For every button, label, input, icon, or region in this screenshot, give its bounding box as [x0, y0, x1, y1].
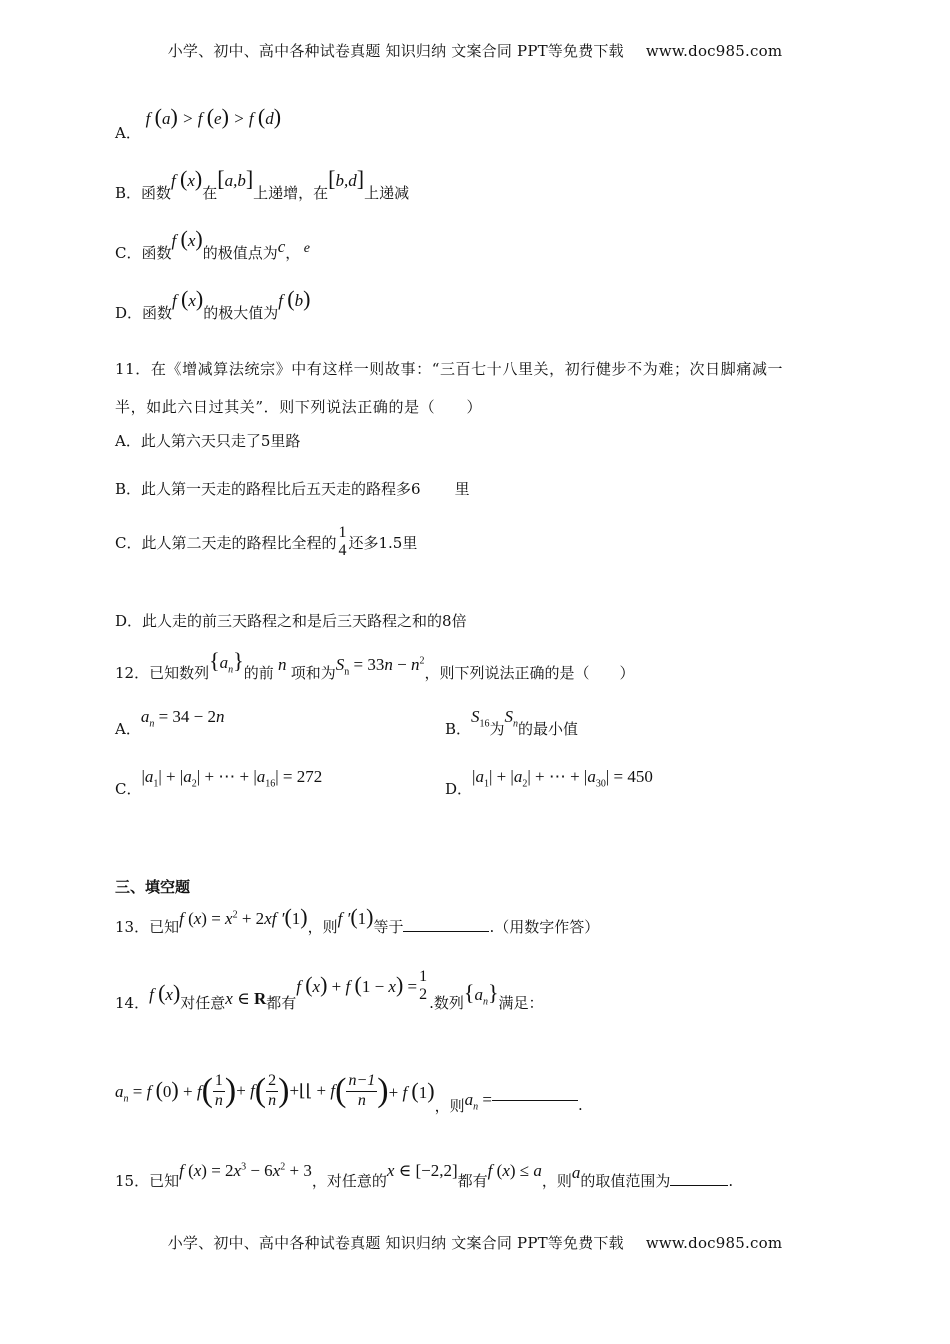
- q11-c-fraction: 1 4: [338, 524, 347, 560]
- footer-text: 小学、初中、高中各种试卷真题 知识归纳 文案合同 PPT等免费下载: [167, 1234, 624, 1252]
- q14-half-fraction: 1 2: [419, 968, 428, 1004]
- q15-answer-blank[interactable]: [670, 1185, 728, 1186]
- q13-line: 13．已知f $(x) = x^2 + 2xf$ ′(1)，则f ′(1)等于 .（用数字作答）: [115, 904, 600, 936]
- q12-option-a: A．$a_n = 34 - 2n$: [115, 707, 225, 738]
- q11-option-d: D．此人走的前三天路程之和是后三天路程之和的8倍: [115, 612, 467, 630]
- q14-answer-blank[interactable]: [492, 1100, 578, 1101]
- q13-answer-blank[interactable]: [403, 931, 489, 932]
- q12-stem: 12．已知数列$\{a_n\}$的前 n 项和为$S_n = 33n - n^2$，则下列说法正确的是（ ）: [115, 648, 635, 682]
- q11-stem-line1: 11．在《增减算法统宗》中有这样一则故事：“三百七十八里关，初行健步不为难；次日脚痛减一: [115, 360, 784, 378]
- header-url: www.doc985.com: [645, 42, 783, 60]
- q15-line: 15．已知f $(x) = 2x^3 - 6x^2 + 3$，对任意的x ∈ [−2,2]都有f (x) ≤ a，则a的取值范围为 .: [115, 1161, 734, 1190]
- section-fill-in-title: 三、填空题: [115, 878, 191, 896]
- q11-option-c: C．此人第二天走的路程比全程的 1 4 还多1.5里: [115, 524, 418, 560]
- q10-option-a: A． f (a) > f (e) > f (d): [115, 104, 282, 142]
- q10-option-c: C．函数f (x)的极值点为c， e: [115, 226, 310, 262]
- q10-option-d: D．函数f (x)的极大值为f (b): [115, 286, 311, 322]
- page-header: [0, 40, 950, 61]
- q12-option-c: C．$|a_1| + |a_2|$ + ⋯ + $|a_{16}| = 272$: [115, 767, 323, 798]
- q11-option-b: B．此人第一天走的路程比后五天走的路程多6 里: [115, 480, 470, 498]
- footer-url: www.doc985.com: [645, 1234, 783, 1252]
- q14-line1: 14．f (x)对任意x ∈ R都有f (x) + f (1 − x) = 1 2 .数列$\{a_n\}$满足：: [115, 968, 544, 1013]
- q10-a-formula: f (a) > f (e) > f (d): [145, 104, 282, 129]
- page-footer: [0, 1232, 950, 1253]
- q12-option-d: D．$|a_1| + |a_2|$ + ⋯ + $|a_{30}| = 450$: [445, 767, 653, 798]
- q14-line2: $a_n = f$ (0) + f( $\frac{1}{n}$ )+ f( $\frac{2}{n}$ )+⌊⌊ + f( $\frac{n-1}{n}$ )+ f (1)，则$a_n$ = .: [115, 1072, 583, 1115]
- q11-stem-line2: 半，如此六日过其关”．则下列说法正确的是（ ）: [115, 398, 483, 416]
- header-text: 小学、初中、高中各种试卷真题 知识归纳 文案合同 PPT等免费下载: [167, 42, 624, 60]
- q11-option-a: A．此人第六天只走了5里路: [115, 432, 301, 450]
- q12-option-b: B．$S_{16}$为$S_n$的最小值: [445, 707, 579, 738]
- q10-option-b: B．函数f (x)在[a,b]上递增，在[b,d]上递减: [115, 166, 410, 202]
